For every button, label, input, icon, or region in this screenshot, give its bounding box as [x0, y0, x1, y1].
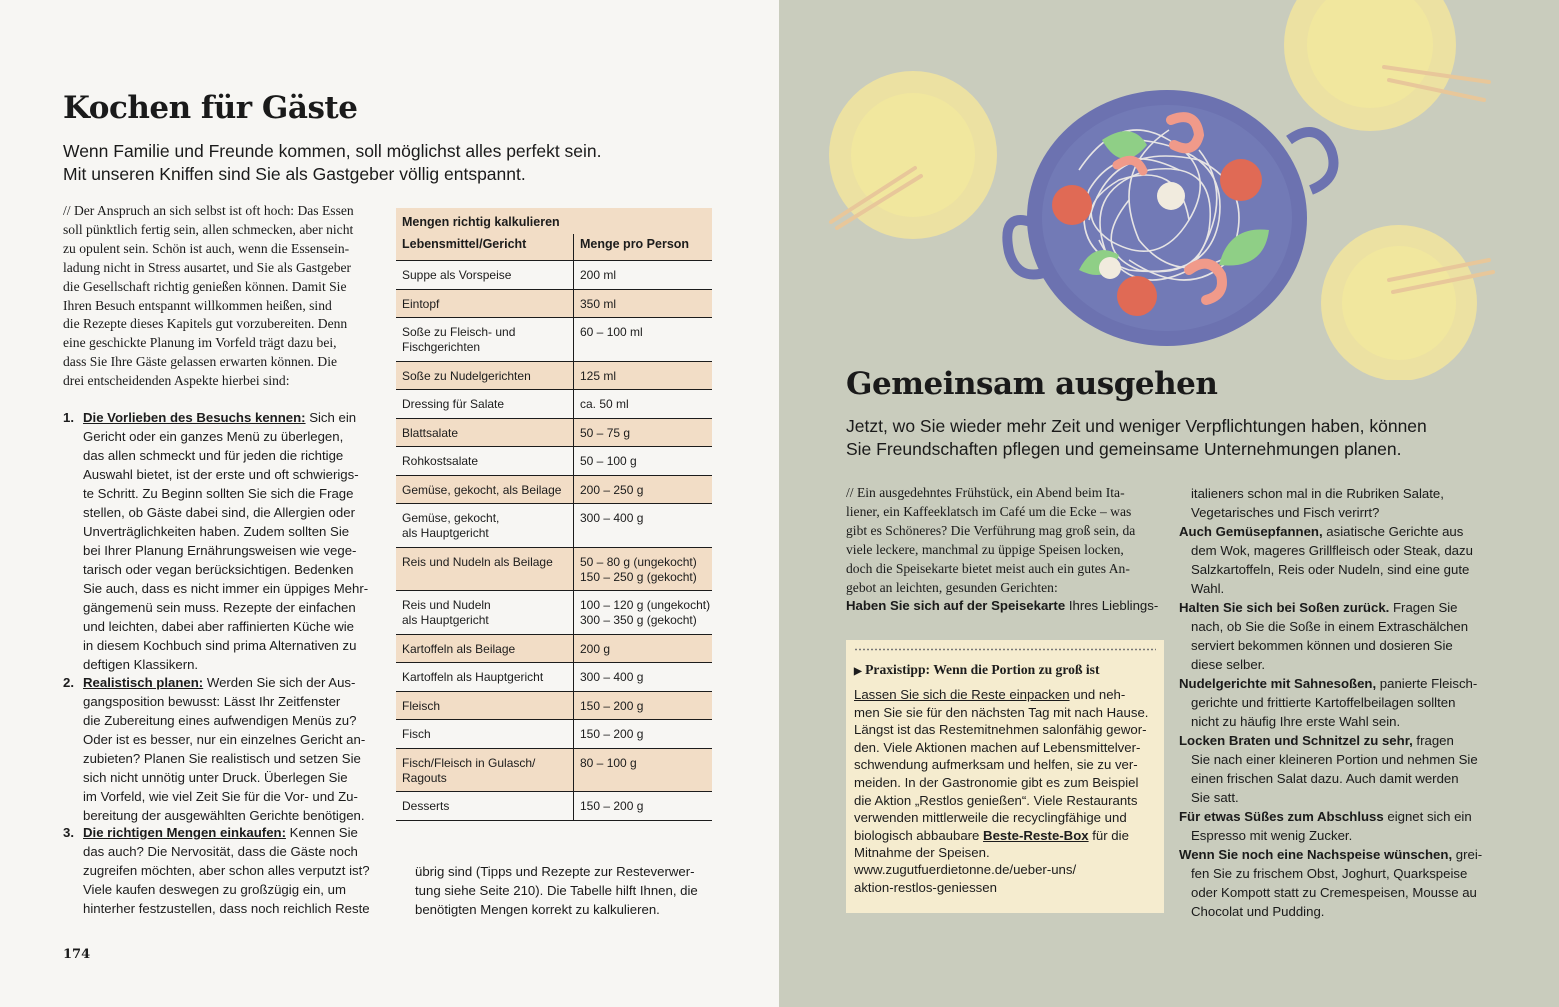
- table-cell-food: Soße zu Fleisch- und Fischgerichten: [402, 325, 516, 354]
- praxistipp-line: Längst ist das Restemitnehmen salonfähig gewor-: [854, 722, 1147, 738]
- list-line: stellen, ob Gäste dabei sind, die Allergien oder: [83, 505, 355, 520]
- list-number: 1.: [63, 410, 74, 425]
- intro-line: Ihren Besuch entspannt willkommen heißen, sind: [63, 297, 332, 313]
- intro-paragraph: [63, 202, 354, 391]
- column-header-food: Lebensmittel/Gericht: [402, 237, 527, 251]
- intro-line: // Ein ausgedehntes Frühstück, ein Abend beim Ita-: [846, 485, 1125, 500]
- list-line: das auch? Die Nervosität, dass die Gäste noch: [83, 844, 358, 859]
- section-lead: Jetzt, wo Sie wieder mehr Zeit und weniger Verpflichtungen haben, können Sie Freundschaften pflegen und gemeinsame Unternehmungen planen.: [846, 416, 1427, 459]
- intro-line: zu opulent sein. Schön ist auch, wenn die Essensein-: [63, 240, 350, 256]
- praxistipp-line: Mitnahme der Speisen.: [854, 845, 990, 861]
- table-cell-amount: 200 – 250 g: [580, 482, 644, 497]
- list-line: gängemenü sein muss. Rezepte der einfachen: [83, 600, 356, 615]
- tip-line: gerichte und frittierte Kartoffelbeilagen sollten: [1191, 695, 1456, 710]
- dotted-divider: [854, 648, 1156, 651]
- table-cell-food: Eintopf: [402, 296, 440, 311]
- praxistipp-line: die Aktion „Restlos genießen“. Viele Restaurants: [854, 792, 1138, 808]
- table-row: [396, 446, 712, 475]
- intro-line: die Rezepte dieses Kapitels gut vorzubereiten. Denn: [63, 316, 348, 332]
- praxistipp-title: ▶ Praxistipp: Wenn die Portion zu groß ist: [854, 662, 1100, 677]
- tip-line: Sie nach einer kleineren Portion und nehmen Sie: [1191, 752, 1478, 767]
- continuation-line: tung siehe Seite 210). Die Tabelle hilft Ihnen, die: [415, 883, 698, 898]
- praxistipp-line: men Sie sie für den nächsten Tag mit nach Hause.: [854, 704, 1149, 720]
- praxistipp-line: schwendung aufmerksam und helfen, sie zu ver-: [854, 757, 1138, 773]
- table-cell-food: Kartoffeln als Hauptgericht: [402, 670, 544, 684]
- tip-item: Halten Sie sich bei Soßen zurück. Fragen Sie: [1179, 600, 1458, 615]
- lead-text: Wenn Familie und Freunde kommen, soll möglichst alles perfekt sein. Mit unseren Kniffen sind Sie als Gastgeber völlig entspannt.: [63, 141, 602, 184]
- list-line: Gericht oder ein ganzes Menü zu überlegen,: [83, 429, 344, 444]
- list-line: hinterher festzustellen, dass noch reichlich Reste: [83, 901, 370, 916]
- table-cell-amount: ca. 50 ml: [580, 397, 629, 411]
- tip-line: fen Sie zu frischem Obst, Joghurt, Quarkspeise: [1191, 866, 1468, 881]
- table-row: [396, 389, 712, 418]
- list-line: bei Ihrer Planung Ernährungsweisen wie vege-: [83, 543, 357, 558]
- table-cell-food: Reis und Nudeln als Hauptgericht: [402, 598, 491, 627]
- tip-line: diese selber.: [1191, 657, 1266, 672]
- page-title: Kochen für Gäste: [63, 90, 358, 126]
- list-number: 2.: [63, 675, 74, 690]
- table-row: [396, 662, 712, 691]
- intro-bold: Haben Sie sich auf der Speisekarte: [846, 598, 1066, 614]
- tip-line: Salzkartoffeln, Reis oder Nudeln, sind eine gute: [1191, 562, 1470, 577]
- table-cell-food: Reis und Nudeln als Beilage: [402, 554, 553, 569]
- list-number: 3.: [63, 825, 74, 840]
- column-header-amount: Menge pro Person: [580, 237, 690, 251]
- list-line: zugreifen möchten, aber schon alles verputzt ist?: [83, 863, 370, 878]
- keep-leftovers-link[interactable]: Lassen Sie sich die Reste einpacken: [854, 687, 1070, 702]
- continuation-paragraph: [415, 862, 698, 919]
- list-heading: Realistisch planen:: [83, 675, 204, 690]
- continuation-line: benötigten Mengen korrekt zu kalkulieren.: [415, 902, 660, 917]
- table-cell-amount: 125 ml: [580, 368, 617, 383]
- table-row: [396, 634, 712, 663]
- table-row: [396, 547, 712, 591]
- intro-line: doch die Speisekarte bietet meist auch ein gutes An-: [846, 560, 1130, 576]
- tip-item: Wenn Sie noch eine Nachspeise wünschen, grei-: [1179, 847, 1483, 862]
- list-line: im Vorfeld, wie viel Zeit Sie für die Vor- und Zu-: [83, 789, 358, 804]
- table-cell-amount: 350 ml: [580, 296, 617, 311]
- table-cell-food: Kartoffeln als Beilage: [402, 641, 516, 656]
- table-header: [396, 208, 712, 260]
- table-cell-food: Blattsalate: [402, 425, 459, 440]
- praxistipp-line: verwenden mittlerweile die recyclingfähige und: [854, 810, 1127, 826]
- list-line: in diesem Kochbuch sind prima Alternativen zu: [83, 638, 357, 653]
- list-line: te Schritt. Zu Beginn sollten Sie sich die Frage: [83, 486, 354, 501]
- praxistipp-body: Lassen Sie sich die Reste einpacken und neh- men Sie sie für den nächsten Tag mit nach Hause. Längst ist das Restemitnehmen salonfähig gewor- den. Viele Aktionen machen auf Lebensmittelver- schwendung aufmerksam und helfen, sie zu ver- meiden. In der Gastronomie gibt es zum Beispiel die Aktion „Restlos genießen“. Viele Restaurants verwenden mittlerweile die recyclingfähige und biologisch abbaubare Beste-Reste-Box für die Mitnahme der Speisen.: [854, 687, 1149, 861]
- intro-line: dass Sie Ihre Gäste gelassen erwarten können. Die: [63, 354, 338, 370]
- intro-line: gibt es Schöneres? Die Verführung mag groß sein, da: [846, 522, 1136, 538]
- list-line: Viele kaufen deswegen zu großzügig ein, um: [83, 882, 346, 897]
- tip-line: nicht zu häufig Ihre erste Wahl sein.: [1191, 714, 1401, 729]
- table-row: [396, 418, 712, 447]
- tip-line: Vegetarisches und Fisch verirrt?: [1191, 505, 1380, 520]
- tip-item: Auch Gemüsepfannen, asiatische Gerichte aus: [1179, 524, 1464, 539]
- table-row: [396, 475, 712, 504]
- section-title: Gemeinsam ausgehen: [846, 366, 1218, 402]
- intro-line: eine geschickte Planung im Vorfeld trägt dazu bei,: [63, 335, 337, 351]
- tip-item: Nudelgerichte mit Sahnesoßen, panierte Fleisch-: [1179, 676, 1478, 691]
- arrow-right-icon: ▶: [854, 666, 862, 677]
- table-cell-amount: 150 – 200 g: [580, 698, 644, 713]
- table-cell-food: Dressing für Salate: [402, 397, 505, 411]
- intro-line: soll pünktlich fertig sein, allen schmecken, aber nicht: [63, 221, 354, 237]
- table-row: [396, 503, 712, 547]
- praxistipp-box: [846, 640, 1164, 913]
- list-line: Sie auch, dass es nicht immer ein üppiges Mehr-: [83, 581, 369, 596]
- table-row: [396, 317, 712, 361]
- wok-illustration: [779, 0, 1559, 380]
- table-cell-food: Gemüse, gekocht, als Hauptgericht: [402, 511, 500, 540]
- table-cell-food: Soße zu Nudelgerichten: [402, 368, 531, 383]
- intro-line: liener, ein Kaffeeklatsch im Café um die Ecke – was: [846, 503, 1132, 519]
- continuation-line: übrig sind (Tipps und Rezepte zur Resteverwer-: [415, 864, 695, 879]
- intro-line: // Der Anspruch an sich selbst ist oft hoch: Das Essen: [63, 203, 354, 218]
- table-row: [396, 691, 712, 720]
- table-cell-amount: 50 – 75 g: [580, 425, 631, 440]
- list-line: gangsposition bewusst: Lässt Ihr Zeitfenster: [83, 694, 341, 709]
- quantity-table: [396, 208, 712, 821]
- table-cell-amount: 300 – 400 g: [580, 511, 644, 525]
- tip-line: nach, ob Sie die Soße in einem Extraschälchen: [1191, 619, 1469, 634]
- intro-line: gebot an leichten, gesunden Gerichten:: [846, 579, 1058, 595]
- list-line: Unverträglichkeiten haben. Zudem sollten Sie: [83, 524, 350, 539]
- table-cell-amount: 100 – 120 g (ungekocht) 300 – 350 g (gekocht): [580, 598, 711, 627]
- tip-line: Sie satt.: [1191, 790, 1239, 805]
- list-line: deftigen Klassikern.: [83, 657, 199, 672]
- restaurant-tips-list: [1179, 484, 1482, 921]
- table-row: [396, 289, 712, 318]
- wok-icon: [1007, 90, 1333, 346]
- right-intro-paragraph: // Ein ausgedehntes Frühstück, ein Abend beim Ita- liener, ein Kaffeeklatsch im Café um die Ecke – was gibt es Schöneres? Die Verführung mag groß sein, da viele leckere, manchmal zu üppige Speisen locken, doch die Speisekarte bietet meist auch ein gutes An- gebot an leichten, gesunden Gerichten: Haben Sie sich auf der Speisekarte Ihres Lieblings-: [846, 485, 1159, 614]
- intro-line: viele leckere, manchmal zu üppige Speisen locken,: [846, 541, 1124, 557]
- list-line: die Zubereitung eines aufwendigen Menüs zu?: [83, 713, 357, 728]
- praxistipp-url[interactable]: www.zugutfuerdietonne.de/ueber-uns/ aktion-restlos-geniessen: [854, 862, 1077, 895]
- list-line: zubieten? Planen Sie realistisch und setzen Sie: [83, 751, 361, 766]
- beste-reste-box-link[interactable]: Beste-Reste-Box: [983, 827, 1089, 843]
- intro-line: drei entscheidenden Aspekte hierbei sind:: [63, 373, 290, 389]
- tip-line: Espresso mit wenig Zucker.: [1191, 828, 1353, 843]
- list-heading: Die richtigen Mengen einkaufen:: [83, 825, 286, 840]
- table-cell-amount: 200 ml: [580, 268, 617, 282]
- list-heading: Die Vorlieben des Besuchs kennen:: [83, 410, 306, 425]
- table-cell-amount: 150 – 200 g: [580, 799, 644, 813]
- table-cell-amount: 50 – 100 g: [580, 454, 637, 468]
- table-title: Mengen richtig kalkulieren: [402, 215, 560, 229]
- list-line: tarisch oder vegan berücksichtigen. Bedenken: [83, 562, 354, 577]
- table-cell-amount: 200 g: [580, 641, 611, 656]
- list-line: und leichten, dabei aber raffinierten Küche wie: [83, 619, 355, 634]
- tip-line: serviert bekommen können und dosieren Sie: [1191, 638, 1453, 653]
- table-cell-food: Fleisch: [402, 698, 441, 713]
- table-row: [396, 590, 712, 634]
- praxistipp-line: meiden. In der Gastronomie gibt es zum Beispiel: [854, 774, 1139, 790]
- intro-line: ladung nicht in Stress ausartet, und Sie als Gastgeber: [63, 259, 352, 275]
- list-line: Oder ist es besser, nur ein einzelnes Gericht an-: [83, 732, 366, 747]
- table-cell-food: Rohkostsalate: [402, 454, 479, 468]
- list-line: sich nicht unnötig unter Druck. Überlegen Sie: [83, 770, 348, 785]
- table-cell-food: Suppe als Vorspeise: [402, 268, 512, 282]
- table-cell-amount: 300 – 400 g: [580, 670, 644, 684]
- intro-line: die Gesellschaft richtig genießen können. Damit Sie: [63, 278, 347, 294]
- tip-item: Locken Braten und Schnitzel zu sehr, fragen: [1179, 733, 1454, 748]
- tip-item: Für etwas Süßes zum Abschluss eignet sich ein: [1179, 809, 1472, 824]
- table-cell-food: Desserts: [402, 799, 450, 813]
- table-cell-food: Fisch/Fleisch in Gulasch/ Ragouts: [402, 755, 536, 785]
- table-cell-amount: 60 – 100 ml: [580, 325, 643, 339]
- tip-line: oder Kompott statt zu Cremespeisen, Mousse au: [1191, 885, 1477, 900]
- table-cell-food: Fisch: [402, 727, 431, 741]
- list-line: das allen schmeckt und für jeden die richtige: [83, 448, 344, 463]
- table-cell-food: Gemüse, gekocht, als Beilage: [402, 482, 562, 497]
- praxistipp-line: den. Viele Aktionen machen auf Lebensmittelver-: [854, 739, 1141, 755]
- tip-item: italieners schon mal in die Rubriken Salate,: [1191, 486, 1444, 501]
- tip-line: Chocolat und Pudding.: [1191, 904, 1325, 919]
- table-cell-amount: 80 – 100 g: [580, 755, 637, 770]
- tip-line: dem Wok, mageres Grillfleisch oder Steak, dazu: [1191, 543, 1473, 558]
- table-cell-amount: 150 – 200 g: [580, 727, 644, 741]
- table-row: [396, 719, 712, 748]
- tip-line: einen frischen Salat dazu. Auch damit werden: [1191, 771, 1459, 786]
- table-row: [396, 791, 712, 820]
- table-cell-amount: 50 – 80 g (ungekocht) 150 – 250 g (gekocht): [580, 554, 697, 584]
- table-row: [396, 260, 712, 289]
- table-row: [396, 748, 712, 792]
- tip-line: Wahl.: [1191, 581, 1225, 596]
- list-line: bereitung der ausgewählten Gerichte benötigen.: [83, 808, 365, 823]
- list-line: Auswahl bietet, ist der erste und oft schwierigs-: [83, 467, 359, 482]
- page-number: 174: [63, 947, 91, 962]
- table-row: [396, 361, 712, 390]
